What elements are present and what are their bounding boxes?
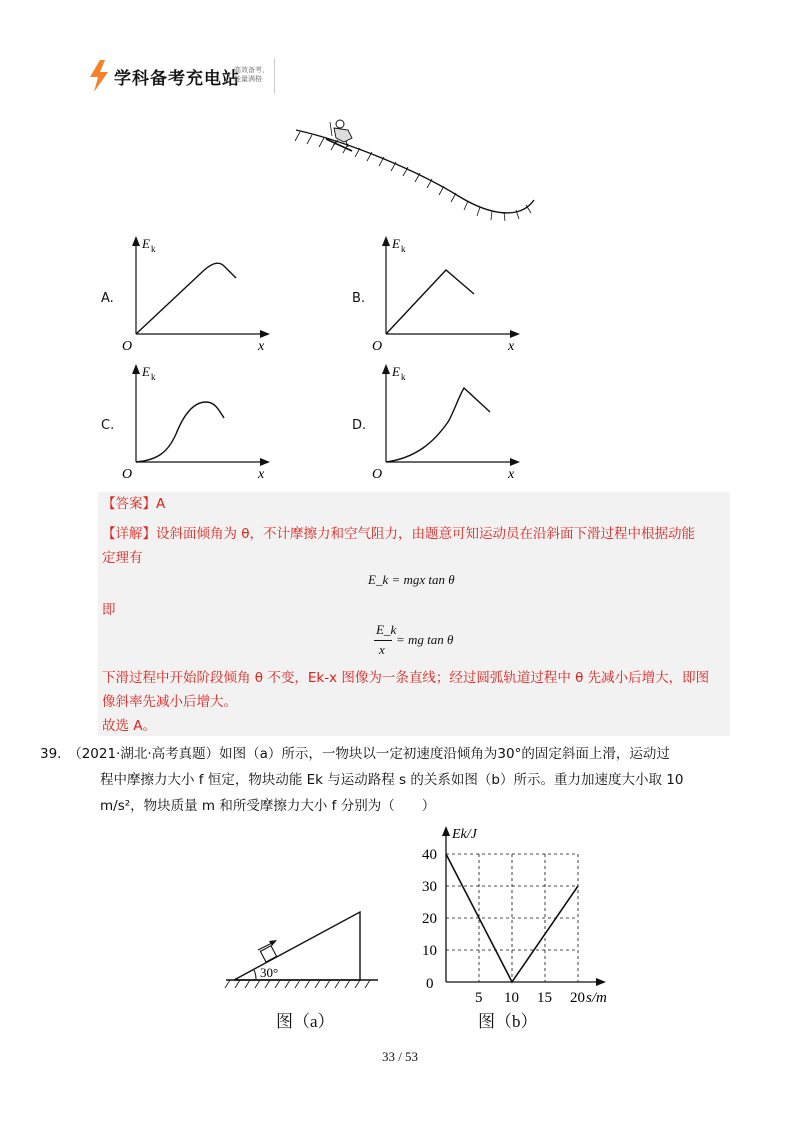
detail-line-4: 像斜率先减小后增大。 <box>102 694 237 710</box>
fraction-bar <box>374 640 392 641</box>
option-c-xlabel: x <box>258 467 265 482</box>
option-a-ylabel: E <box>142 236 150 251</box>
y-tick-label-20: 20 <box>422 911 437 927</box>
detail-line-2: 定理有 <box>102 550 143 566</box>
option-d-label: D. <box>352 418 367 433</box>
option-d-origin: O <box>372 467 383 482</box>
answer-tag: 【答案】A <box>102 496 166 512</box>
x-axis-label: s/m <box>586 990 607 1004</box>
formula-1: E_k = mgx tan θ <box>368 572 455 587</box>
option-b-ylabel-sub: k <box>401 244 406 254</box>
x-tick-label-20: 20 <box>570 990 585 1004</box>
option-d-ylabel-sub: k <box>401 372 406 382</box>
option-c-ylabel: E <box>142 364 150 379</box>
option-a-graph <box>118 234 278 356</box>
y-tick-label-30: 30 <box>422 879 437 895</box>
ji-label: 即 <box>102 602 116 618</box>
question-line-2: 程中摩擦力大小 f 恒定，物块动能 Ek 与运动路程 s 的关系如图（b）所示。重力加速度大小取 10 <box>100 772 684 788</box>
option-c-origin: O <box>122 467 133 482</box>
formula-2-rhs: = mg tan θ <box>396 632 454 647</box>
option-d-graph <box>368 362 528 484</box>
angle-label: 30° <box>260 965 279 980</box>
detail-line-1: 【详解】设斜面倾角为 θ，不计摩擦力和空气阻力，由题意可知运动员在沿斜面下滑过程中根据动能 <box>102 526 696 542</box>
option-a-xlabel: x <box>258 339 265 354</box>
x-axis-arrow <box>596 978 606 986</box>
option-b-xlabel: x <box>508 339 515 354</box>
y-tick-label-40: 40 <box>422 847 437 863</box>
detail-line-3: 下滑过程中开始阶段倾角 θ 不变，Ek-x 图像为一条直线；经过圆弧轨道过程中 θ 先减小后增大，即图 <box>102 670 710 686</box>
option-a-label: A. <box>101 291 114 306</box>
option-b-origin: O <box>372 339 383 354</box>
logo-divider <box>274 58 275 94</box>
conclusion: 故选 A。 <box>102 718 157 734</box>
formula-2-denominator: x <box>379 642 385 657</box>
x-tick-label-5: 5 <box>475 990 483 1004</box>
question-line-1: 39. （2021·湖北·高考真题）如图（a）所示，一物块以一定初速度沿倾角为30°的固定斜面上滑，运动过 <box>40 746 670 762</box>
formula-2-numerator: E_k <box>376 622 397 637</box>
incline-figure <box>220 900 385 1000</box>
formula-2 <box>372 622 482 662</box>
option-b-graph <box>368 234 528 356</box>
caption-a: 图（a） <box>276 1012 335 1031</box>
lightning-icon <box>88 60 110 92</box>
option-a-ylabel-sub: k <box>151 244 156 254</box>
option-c-graph <box>118 362 278 484</box>
x-tick-label-10: 10 <box>504 990 519 1004</box>
question-line-3: m/s²，物块质量 m 和所受摩擦力大小 f 分别为（ ） <box>100 798 436 814</box>
ski-slope-figure <box>290 112 550 232</box>
y-axis-arrow <box>442 826 450 836</box>
option-a-origin: O <box>122 339 133 354</box>
y-axis-label: Ek/J <box>452 827 477 842</box>
option-d-xlabel: x <box>508 467 515 482</box>
header-logo <box>88 58 278 94</box>
origin-label: 0 <box>426 976 434 992</box>
skier-icon <box>326 120 352 151</box>
option-c-label: C. <box>101 418 115 433</box>
caption-b: 图（b） <box>478 1012 538 1031</box>
option-c-ylabel-sub: k <box>151 372 156 382</box>
option-b-label: B. <box>352 291 366 306</box>
ek-s-chart <box>416 824 631 1004</box>
logo-tagline: 高效备考， 能量满格 <box>234 66 269 83</box>
option-b-ylabel: E <box>392 236 400 251</box>
page-number: 33 / 53 <box>381 1049 419 1064</box>
y-tick-label-10: 10 <box>422 943 437 959</box>
logo-name: 学科备考充电站 <box>114 69 240 89</box>
x-tick-label-15: 15 <box>537 990 552 1004</box>
option-d-ylabel: E <box>392 364 400 379</box>
